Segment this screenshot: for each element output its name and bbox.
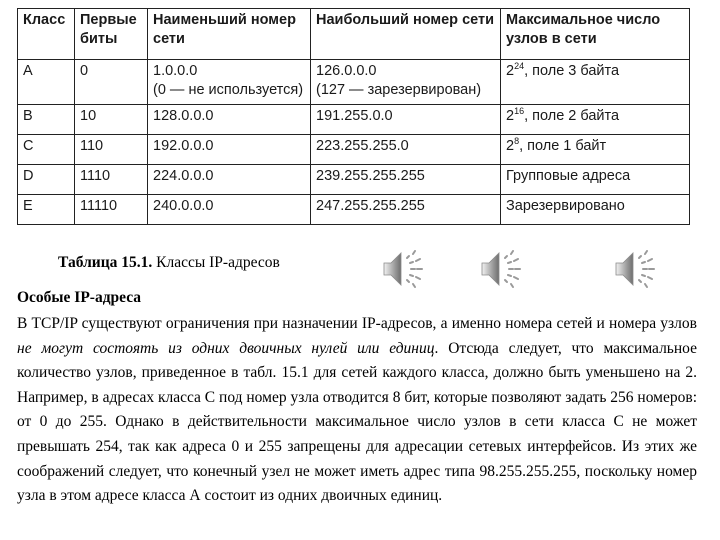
table-row — [18, 105, 690, 135]
header-max-hosts: Максимальное число узлов в сети — [501, 9, 690, 60]
max-network-note: (127 — зарезервирован) — [316, 82, 482, 98]
bits-cell: 10 — [75, 105, 148, 135]
header-min-network: Наименьший номер сети — [148, 9, 311, 60]
bits-cell: 1110 — [75, 165, 148, 195]
table-row — [18, 135, 690, 165]
speaker-icon[interactable] — [478, 244, 524, 294]
table-caption — [58, 254, 280, 272]
hosts-rest: , поле 2 байта — [524, 108, 620, 124]
hosts-exponent: 8 — [514, 136, 520, 147]
min-network-cell: 224.0.0.0 — [148, 165, 311, 195]
hosts-rest: , поле 1 байт — [519, 138, 607, 154]
min-network-value: 1.0.0.0 — [153, 63, 198, 79]
hosts-base: 2 — [506, 108, 515, 124]
paragraph-italic: не могут состоять из одних двоичных нулей или единиц — [17, 339, 435, 357]
ip-classes-table — [17, 8, 690, 225]
max-network-cell: 247.255.255.255 — [311, 195, 501, 225]
max-network-cell: 191.255.0.0 — [311, 105, 501, 135]
header-class: Класс — [18, 9, 75, 60]
max-network-cell: 239.255.255.255 — [311, 165, 501, 195]
class-cell: B — [18, 105, 75, 135]
max-hosts-cell: Зарезервировано — [501, 195, 690, 225]
bits-cell: 0 — [75, 60, 148, 105]
table-header-row — [18, 9, 690, 60]
paragraph-part-1: В TCP/IP существуют ограничения при назначении IP-адресов, а именно номера сетей и номера узлов — [17, 315, 697, 332]
table-row — [18, 165, 690, 195]
max-hosts-cell — [501, 105, 690, 135]
max-network-cell — [311, 60, 501, 105]
body-paragraph — [17, 312, 697, 509]
max-hosts-cell — [501, 135, 690, 165]
max-network-cell: 223.255.255.0 — [311, 135, 501, 165]
table-row — [18, 60, 690, 105]
bits-cell: 11110 — [75, 195, 148, 225]
paragraph-part-2: . Отсюда следует, что максимальное количество узлов, приведенное в табл. 15.1 для сетей каждого класса, должно быть уменьшено на 2. Например, в адресах класса С под номер узла отводится 8 бит, которые позволяют задать 256 номеров: от 0 до 255. Однако в действительности максимальное число узлов в сети класса С не может превышать 254, так как адреса 0 и 255 запрещены для адресации сетевых интерфейсов. Из этих же соображений следует, что конечный узел не может иметь адрес типа 98.255.255.255, поскольку номер узла в этом адресе класса А состоит из одних двоичных единиц. — [17, 339, 697, 505]
hosts-base: 2 — [506, 63, 515, 79]
caption-text: Классы IP-адресов — [152, 254, 280, 271]
speaker-icon-graphic — [380, 244, 426, 294]
section-heading: Особые IP-адреса — [17, 289, 142, 306]
max-network-value: 126.0.0.0 — [316, 63, 377, 79]
hosts-rest: , поле 3 байта — [524, 63, 620, 79]
class-cell: D — [18, 165, 75, 195]
class-cell: A — [18, 60, 75, 105]
ip-classes-table-wrapper — [17, 8, 689, 225]
max-hosts-cell — [501, 60, 690, 105]
speaker-icon[interactable] — [612, 244, 658, 294]
class-cell: C — [18, 135, 75, 165]
hosts-exponent: 16 — [514, 106, 525, 117]
min-network-cell: 192.0.0.0 — [148, 135, 311, 165]
min-network-cell: 240.0.0.0 — [148, 195, 311, 225]
header-max-network: Наибольший номер сети — [311, 9, 501, 60]
header-first-bits: Первые биты — [75, 9, 148, 60]
speaker-icon-graphic — [612, 244, 658, 294]
speaker-icon[interactable] — [380, 244, 426, 294]
min-network-note: (0 — не используется) — [153, 82, 304, 98]
hosts-exponent: 24 — [514, 61, 525, 72]
max-hosts-cell: Групповые адреса — [501, 165, 690, 195]
class-cell: E — [18, 195, 75, 225]
caption-label: Таблица 15.1. — [58, 254, 153, 271]
speaker-icon-graphic — [478, 244, 524, 294]
min-network-cell — [148, 60, 311, 105]
min-network-cell: 128.0.0.0 — [148, 105, 311, 135]
bits-cell: 110 — [75, 135, 148, 165]
hosts-base: 2 — [506, 138, 515, 154]
table-row — [18, 195, 690, 225]
